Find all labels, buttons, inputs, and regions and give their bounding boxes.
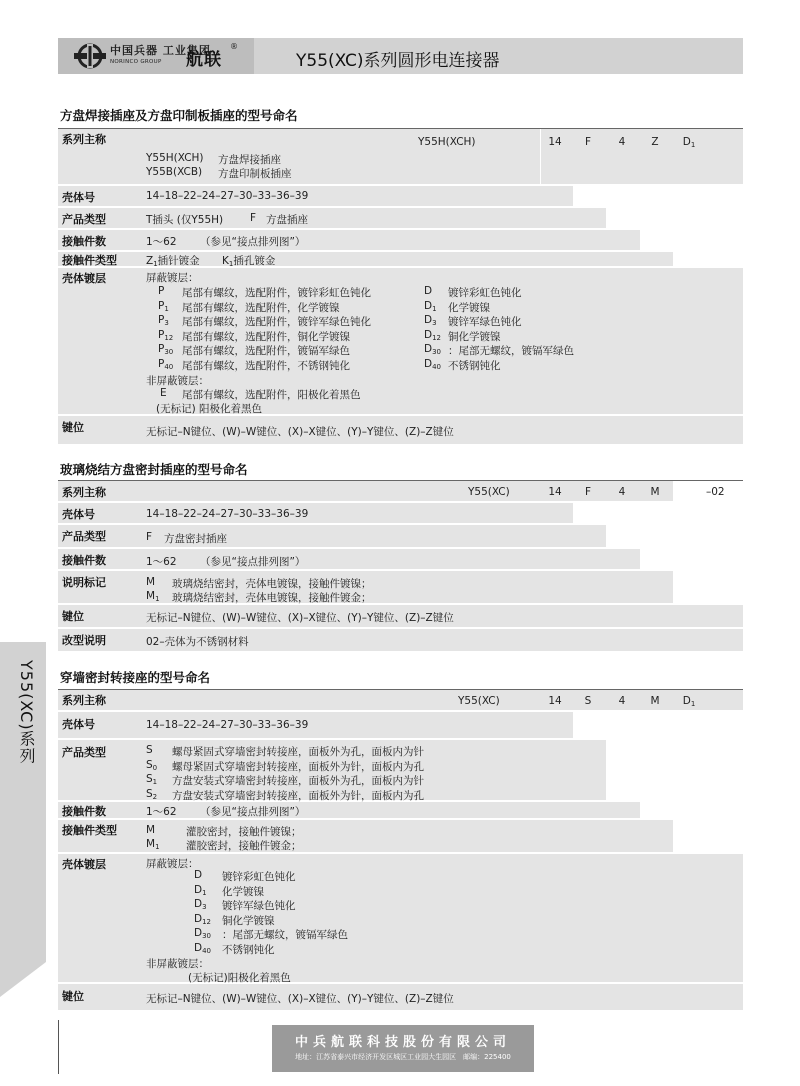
s1-plating-nonshield-heading: 非屏蔽镀层：: [146, 375, 209, 387]
s1-ptype-a: T插头 (仅Y55H): [146, 214, 224, 226]
s3-plating-item-text: 不锈钢钝化: [222, 943, 275, 956]
s1-plating-left-item-code: [158, 300, 169, 313]
s1-ctype-socket-text: 插孔镀金: [233, 255, 276, 267]
s3-ptype-item-code-letter: S: [146, 744, 153, 756]
s1-ptype-b: F: [250, 212, 257, 224]
s1-label-plating: 壳体镀层: [62, 272, 106, 285]
s2-mod-text: 02–壳体为不锈钢材料: [146, 636, 249, 648]
s3-plating-item-text: 化学镀镍: [222, 885, 264, 898]
s1-plating-left-item-text: 尾部有螺纹，选配附件，镀锌彩虹色钝化: [182, 287, 371, 299]
s1-plating-left-item-code-sub: 1: [164, 304, 169, 313]
s2-code-mark: M: [650, 486, 660, 498]
s3-plating-item-code-sub: 1: [202, 888, 207, 897]
s2-shell-sizes: 14–18–22–24–27–30–33–36–39: [146, 508, 309, 520]
s3-plating-item-code-sub: 12: [202, 917, 212, 926]
s1-plating-left-item-code-sub: 3: [164, 319, 169, 327]
s3-plating-item-code: [194, 869, 202, 881]
s2-code-contacts: 4: [618, 486, 626, 498]
s3-plating-item-code: [194, 942, 211, 955]
s3-plating-item-code-sub: 40: [202, 946, 212, 955]
s1-code-ptype: F: [584, 136, 592, 148]
s2-ptype-a: F: [146, 531, 153, 543]
s1-plating-shield-heading: 屏蔽镀层：: [146, 272, 199, 284]
logo-english-text: NORINCO GROUP: [110, 59, 162, 65]
s3-label-key: 键位: [62, 990, 84, 1003]
s3-code-ctype: M: [650, 695, 660, 707]
s3-label-ptype: 产品类型: [62, 746, 106, 759]
s2-model-code: Y55(XC): [468, 486, 510, 498]
s3-ctype-l2-sub: 1: [155, 843, 160, 851]
s3-model-code: Y55(XC): [458, 695, 500, 707]
s1-code-plating-sub: 1: [690, 141, 696, 149]
s1-plating-right-item-code-letter: D: [424, 314, 433, 326]
left-rule: [58, 1020, 59, 1074]
s3-plating-nonshield-heading: 非屏蔽镀层：: [146, 958, 209, 970]
s2-label-key: 键位: [62, 610, 84, 623]
s1-series-l1a: Y55H(XCH): [146, 152, 204, 164]
s1-plating-right-item-code-letter: D: [424, 328, 433, 341]
s2-mark-l1a: M: [146, 576, 156, 588]
s3-ptype-item-code: [146, 773, 157, 786]
s3-label-shell: 壳体号: [62, 718, 95, 731]
s1-plating-e-text: 尾部有螺纹，选配附件，阳极化着黑色: [182, 389, 361, 401]
s3-shell-sizes: 14–18–22–24–27–30–33–36–39: [146, 719, 309, 731]
s1-contacts-b: （参见“接点排列图”）: [200, 236, 306, 248]
s2-label-mod: 改型说明: [62, 634, 106, 647]
section3-title: 穿墙密封转接座的型号命名: [60, 670, 211, 685]
s1-plating-left-item-code: [158, 343, 173, 356]
s1-plating-right-item-text: 不锈钢钝化: [448, 359, 501, 372]
s3-ctype-l1a: M: [146, 824, 156, 836]
s1-plating-left-item-code-sub: 40: [164, 362, 174, 371]
s1-plating-right-item-code-sub: 12: [432, 333, 442, 342]
s3-code-shell: 14: [548, 695, 562, 707]
s1-plating-right-item-code: [424, 358, 441, 371]
s3-plating-item-code: [194, 927, 211, 940]
s1-model-code: Y55H(XCH): [418, 136, 476, 148]
s1-plating-left-item-text: 尾部有螺纹，选配附件，化学镀镍: [182, 301, 340, 314]
s3-contacts-a: 1～62: [146, 806, 177, 818]
s1-key-text: 无标记–N键位、(W)–W键位、(X)–X键位、(Y)–Y键位、(Z)–Z键位: [146, 426, 454, 438]
s1-label-shell: 壳体号: [62, 191, 95, 204]
s1-plating-right-item-code-sub: 40: [432, 362, 442, 371]
s3-label-plating: 壳体镀层: [62, 858, 106, 871]
s1-ctype-z-sub: 1: [153, 260, 158, 268]
s1-plating-right-item-code-letter: D: [424, 299, 433, 312]
s3-ctype-l2a: M: [146, 838, 156, 850]
s2-mark-l2a: M: [146, 590, 156, 602]
s1-plating-left-item-code-letter: P: [158, 328, 165, 341]
s1-plating-right-item-code: [424, 300, 437, 313]
s3-code-contacts: 4: [618, 695, 626, 707]
s1-ctype-z: Z: [146, 255, 154, 267]
s3-plating-item-text: 镀锌彩虹色钝化: [222, 871, 296, 883]
s1-ctype-pin-text: 插针镀金: [157, 255, 200, 267]
s1-plating-right-item-code: [424, 343, 441, 356]
s1-plating-right-item-code-sub: 1: [432, 304, 437, 313]
s1-plating-left-item-code-letter: P: [158, 357, 165, 370]
s1-plating-e-code: E: [160, 387, 167, 399]
s1-label-key: 键位: [62, 421, 84, 434]
s1-plating-right-item-text: 镀锌军绿色钝化: [448, 316, 522, 328]
s3-plating-item-code-letter: D: [194, 927, 203, 939]
s1-shell-sizes: 14–18–22–24–27–30–33–36–39: [146, 190, 309, 202]
s1-plating-right-item-code-sub: 3: [432, 319, 437, 327]
s1-plating-left-item-code-letter: P: [158, 299, 165, 312]
s3-ptype-item-code-sub: 1: [152, 778, 158, 786]
s1-bar-ptype: [58, 208, 606, 228]
s3-ptype-item-code-letter: S: [146, 758, 153, 771]
s3-plating-item-text: 镀锌军绿色钝化: [222, 900, 296, 912]
s3-plating-item-text: ：尾部无螺纹，镀镉军绿色: [222, 929, 348, 941]
s1-plating-right-item-text: 化学镀镍: [448, 301, 490, 314]
s3-label-contacts: 接触件数: [62, 805, 106, 818]
s1-plating-right-item-code-letter: D: [424, 343, 433, 355]
s1-series-l1b: 方盘焊接插座: [218, 154, 281, 166]
s1-plating-left-item-text: 尾部有螺纹，选配附件，不锈钢钝化: [182, 359, 350, 372]
s1-plating-left-item-text: 尾部有螺纹，选配附件，铜化学镀镍: [182, 330, 350, 343]
s1-series-l2a: Y55B(XCB): [146, 166, 203, 178]
s3-plating-item-code-letter: D: [194, 941, 203, 954]
s1-plating-none: (无标记) 阳极化着黑色: [156, 403, 263, 415]
s3-plating-item-code: [194, 884, 207, 897]
s3-ptype-item-code: [146, 788, 157, 801]
s1-plating-right-item-code: [424, 285, 432, 297]
s2-mark-l1b: 玻璃烧结密封，壳体电镀镍，接触件镀镍；: [172, 578, 372, 590]
s3-ptype-item-code-sub: 0: [152, 763, 158, 772]
s3-plating-item-code-letter: D: [194, 898, 203, 910]
s1-ctype-k-sub: 1: [228, 260, 234, 268]
s1-ctype-socket: [222, 253, 275, 268]
s3-ptype-item-code-letter: S: [146, 773, 153, 785]
s1-plating-left-item-code-sub: 12: [164, 333, 174, 342]
s3-ptype-item-code-letter: S: [146, 787, 153, 800]
s3-ptype-item-text: 方盘安装式穿墙密封转接座，面板外为针，面板内为孔: [172, 789, 424, 802]
s3-code-ptype: S: [584, 695, 592, 707]
s1-contacts-a: 1～62: [146, 236, 177, 248]
s1-plating-left-item-code: [158, 358, 173, 371]
s1-code-plating-letter: D: [682, 136, 691, 148]
s2-mark-l2b: 玻璃烧结密封，壳体电镀镍，接触件镀金；: [172, 592, 372, 604]
s1-plating-right-item-text: ：尾部无螺纹，镀镉军绿色: [448, 345, 574, 357]
s3-ctype-l2a-wrap: [146, 838, 160, 851]
s3-ctype-l2b: 灌胶密封，接触件镀金；: [186, 840, 302, 852]
s2-mark-l2a-wrap: [146, 590, 160, 603]
s2-label-contacts: 接触件数: [62, 554, 106, 567]
s3-code-plating: [674, 695, 704, 708]
s3-bar-shell: [58, 712, 573, 738]
s1-plating-right-item-code-letter: D: [424, 285, 433, 297]
s3-plating-item-code: [194, 913, 211, 926]
s1-ctype-pin: [146, 253, 200, 268]
registered-mark: ®: [230, 42, 238, 51]
s2-ptype-b: 方盘密封插座: [164, 533, 227, 545]
s2-contacts-a: 1～62: [146, 556, 177, 568]
s1-bar-shell: [58, 186, 573, 206]
s3-ptype-item-text: 方盘安装式穿墙密封转接座，面板外为孔，面板内为针: [172, 775, 424, 787]
s2-label-ptype: 产品类型: [62, 530, 106, 543]
s3-plating-item-code: [194, 898, 207, 911]
s1-plating-left-item-code-letter: P: [158, 285, 165, 297]
s1-plating-right-item-code-letter: D: [424, 357, 433, 370]
s1-label-ptype: 产品类型: [62, 213, 106, 226]
s2-code-suffix: –02: [706, 486, 725, 498]
s3-label-ctype: 接触件类型: [62, 824, 117, 837]
s1-plating-left-item-code-letter: P: [158, 343, 165, 355]
footer-address: 地址：江苏省泰兴市经济开发区城区工业园大生园区 邮编：225400: [295, 1053, 511, 1061]
s1-label-ctype: 接触件类型: [62, 254, 117, 267]
s3-plating-shield-heading: 屏蔽镀层：: [146, 858, 199, 870]
section1-title: 方盘焊接插座及方盘印制板插座的型号命名: [60, 108, 298, 123]
s1-plating-left-item-code: [158, 314, 169, 327]
s3-ptype-item-code: [146, 759, 157, 772]
s2-key-text: 无标记–N键位、(W)–W键位、(X)–X键位、(Y)–Y键位、(Z)–Z键位: [146, 612, 454, 624]
s3-plating-item-code-sub: 30: [202, 932, 212, 940]
s1-plating-left-item-text: 尾部有螺纹，选配附件，镀锌军绿色钝化: [182, 316, 371, 328]
s2-label-mark: 说明标记: [62, 576, 106, 589]
footer-company: 中兵航联科技股份有限公司: [294, 1035, 511, 1050]
s3-plating-item-code-letter: D: [194, 883, 203, 896]
s1-plating-left-item-code-letter: P: [158, 314, 165, 326]
s3-code-plating-sub: 1: [690, 700, 696, 708]
s2-bar-shell: [58, 503, 573, 523]
s1-label-contacts: 接触件数: [62, 235, 106, 248]
s3-plating-item-code-letter: D: [194, 912, 203, 925]
s2-label-shell: 壳体号: [62, 508, 95, 521]
s1-series-l2b: 方盘印制板插座: [218, 168, 292, 180]
s1-plating-left-item-code-sub: 30: [164, 348, 174, 356]
s3-ptype-item-code: [146, 744, 153, 756]
s3-ptype-item-text: 螺母紧固式穿墙密封转接座，面板外为针，面板内为孔: [172, 760, 424, 773]
s1-ptype-c: 方盘插座: [266, 214, 308, 226]
section2-title: 玻璃烧结方盘密封插座的型号命名: [60, 462, 248, 477]
brand-name: 航联: [186, 50, 222, 70]
s2-bar-ptype: [58, 525, 606, 547]
logo-chinese-text: 中国兵器 工业集团: [110, 44, 211, 57]
s3-plating-none: (无标记)阳极化着黑色: [188, 972, 291, 984]
s1-plating-right-item-code: [424, 329, 441, 342]
page-title: Y55(XC)系列圆形电连接器: [296, 51, 500, 71]
s2-contacts-b: （参见“接点排列图”）: [200, 556, 306, 568]
side-tab-label: Y55(XC)系列: [17, 660, 36, 765]
s1-plating-right-item-code: [424, 314, 437, 327]
s1-plating-right-item-text: 铜化学镀镍: [448, 330, 501, 343]
s3-plating-item-code-sub: 3: [202, 903, 207, 911]
s3-ptype-item-text: 螺母紧固式穿墙密封转接座，面板外为孔，面板内为针: [172, 746, 424, 758]
s3-ctype-l1b: 灌胶密封，接触件镀镍；: [186, 826, 302, 838]
s1-plating-right-item-code-sub: 30: [432, 348, 442, 356]
s1-code-contacts: 4: [618, 136, 626, 148]
s3-plating-item-text: 铜化学镀镍: [222, 914, 275, 927]
s1-plating-left-item-text: 尾部有螺纹，选配附件，镀镉军绿色: [182, 345, 350, 357]
s1-code-ctype: Z: [651, 136, 659, 148]
s3-key-text: 无标记–N键位、(W)–W键位、(X)–X键位、(Y)–Y键位、(Z)–Z键位: [146, 993, 454, 1005]
s3-code-plating-letter: D: [682, 695, 691, 707]
s1-code-plating: [674, 136, 704, 149]
s2-code-shell: 14: [548, 486, 562, 498]
s1-label-series: 系列主称: [62, 133, 106, 146]
s1-plating-left-item-code: [158, 285, 164, 297]
s1-ctype-k: K: [222, 255, 229, 267]
s3-ptype-item-code-sub: 2: [152, 792, 158, 801]
s3-label-series: 系列主称: [62, 694, 106, 707]
s3-plating-item-code-letter: D: [194, 869, 203, 881]
s1-plating-left-item-code: [158, 329, 173, 342]
s2-label-series: 系列主称: [62, 486, 106, 499]
s2-code-ptype: F: [584, 486, 592, 498]
s3-contacts-b: （参见“接点排列图”）: [200, 806, 306, 818]
norinco-logo-icon: [72, 42, 108, 70]
s2-mark-l2-sub: 1: [155, 595, 160, 603]
s1-code-shell: 14: [548, 136, 562, 148]
s1-plating-right-item-text: 镀锌彩虹色钝化: [448, 287, 522, 299]
